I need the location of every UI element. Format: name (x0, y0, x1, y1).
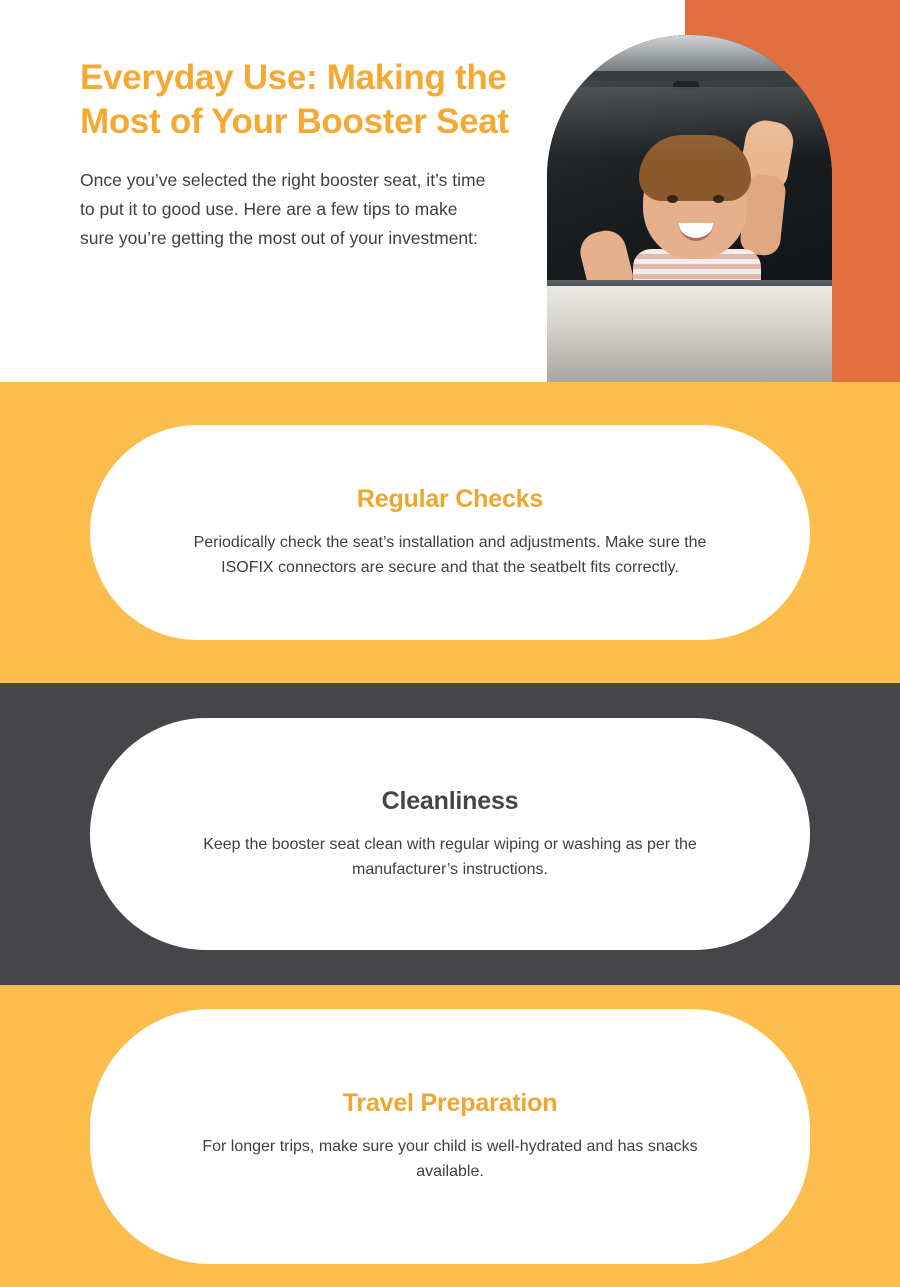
card-body: Periodically check the seat’s installation and adjustments. Make sure the ISOFIX connectors are secure and that the seatbelt fits correctly. (193, 534, 707, 576)
header-subtitle: Once you’ve selected the right booster seat, it’s time to put it to good use. Here are a few tips to make sure you’re getting the most out of your investment: (80, 170, 486, 248)
card-regular-checks (90, 425, 810, 640)
card-cleanliness (90, 718, 810, 950)
photo-car-door (547, 286, 832, 382)
photo-roof-line (547, 71, 832, 81)
section-band-cleanliness (0, 683, 900, 985)
card-title: Regular Checks (356, 485, 544, 513)
card-title: Travel Preparation (342, 1088, 558, 1117)
section-band-travel-preparation (0, 985, 900, 1287)
card-title: Cleanliness (381, 786, 519, 815)
hero-photo (547, 35, 832, 382)
card-travel-preparation (90, 1009, 810, 1264)
section-band-regular-checks (0, 382, 900, 683)
header-section (0, 0, 900, 382)
photo-child-right-eye (713, 195, 724, 203)
photo-glass-reflection (547, 87, 832, 157)
photo-car-roof (547, 35, 832, 75)
header-text-group (80, 56, 510, 253)
page-title: Everyday Use: Making the Most of Your Booster Seat (80, 58, 509, 141)
card-body: Keep the booster seat clean with regular wiping or washing as per the manufacturer’s instructions. (203, 835, 697, 878)
photo-child-left-eye (667, 195, 678, 203)
card-body: For longer trips, make sure your child is well-hydrated and has snacks available. (202, 1137, 698, 1180)
